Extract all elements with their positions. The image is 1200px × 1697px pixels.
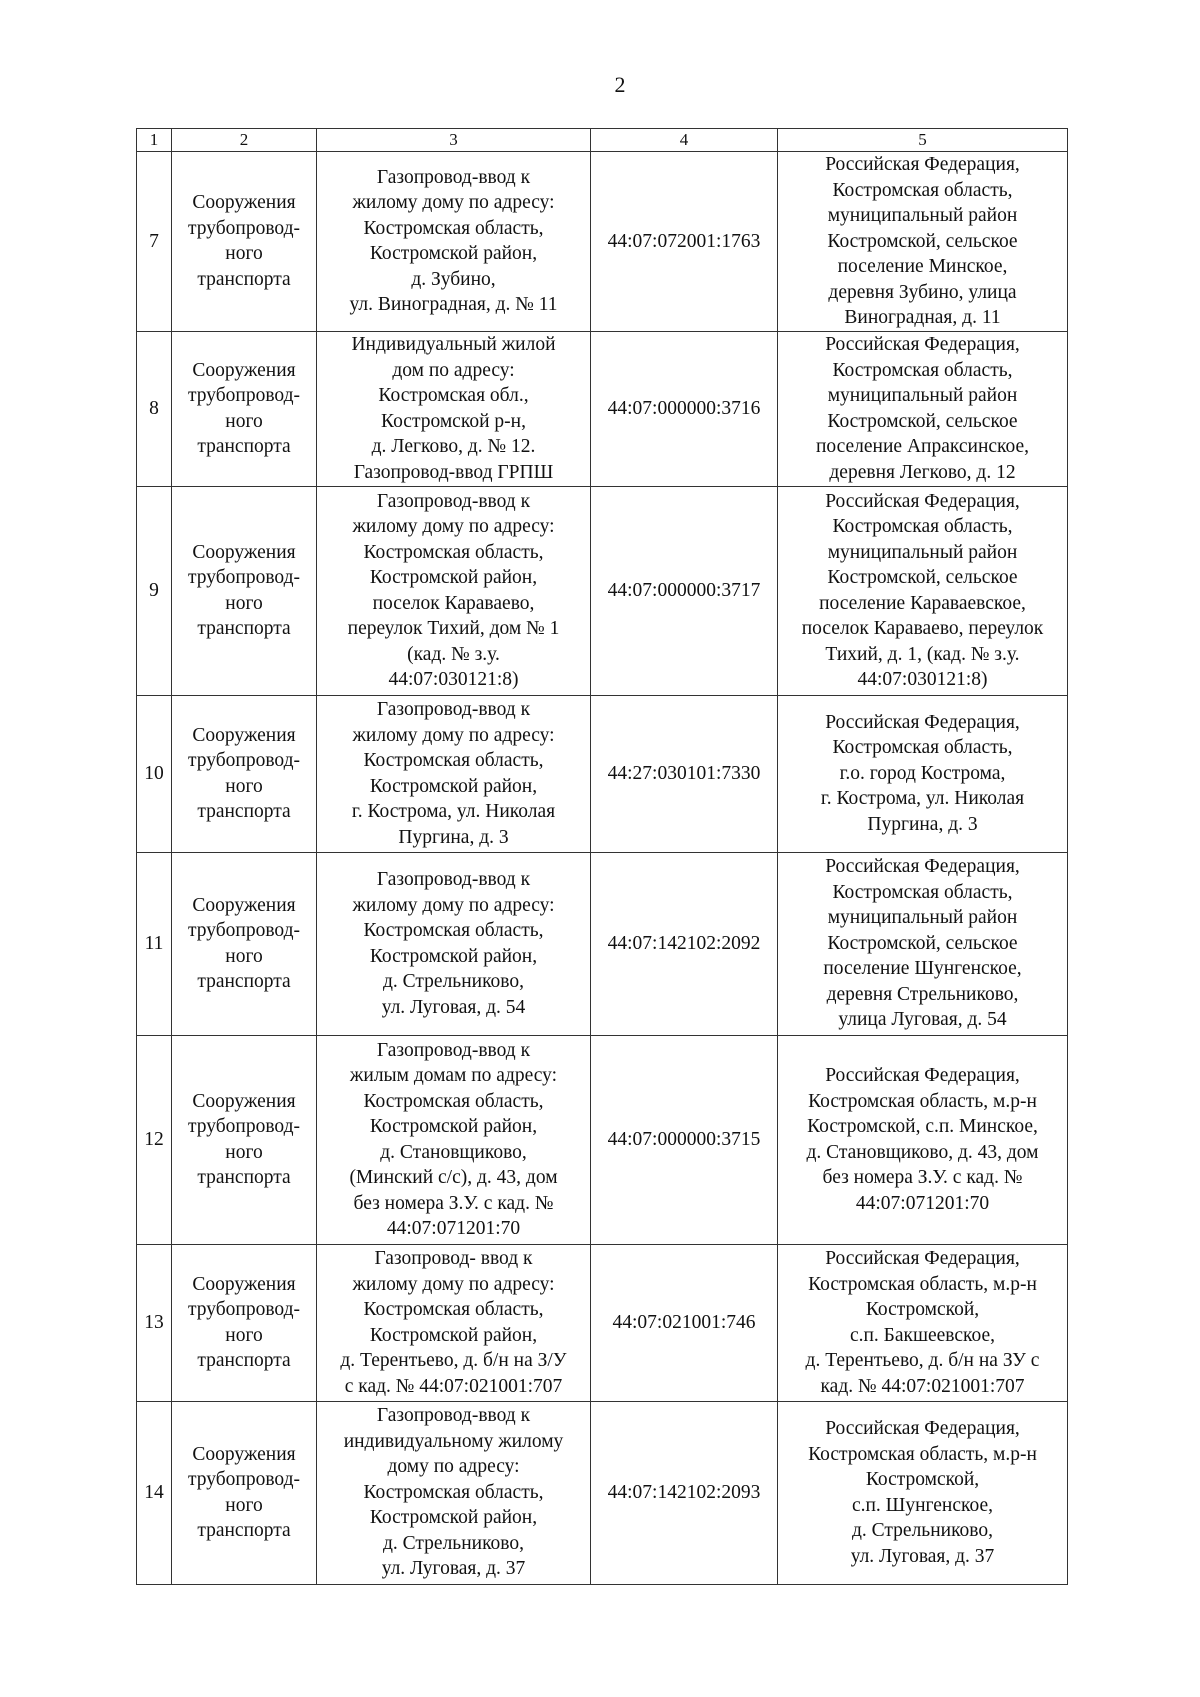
table-row [137, 852, 1068, 1035]
cadastral-number: 44:07:142102:2093 [591, 1401, 778, 1584]
object-name: Газопровод-ввод к жилым домам по адресу: Костромская область, Костромской район, д. Становщиково, (Минский с/с), д. 43, дом без номера З.У. с кад. № 44:07:071201:70 [317, 1035, 591, 1244]
table-row [137, 695, 1068, 852]
table-row [137, 1401, 1068, 1584]
cadastral-number: 44:07:142102:2092 [591, 852, 778, 1035]
cadastral-number: 44:07:072001:1763 [591, 152, 778, 332]
table-row [137, 1035, 1068, 1244]
object-type: Сооружения трубопровод- ного транспорта [172, 852, 317, 1035]
cadastral-number: 44:07:000000:3717 [591, 486, 778, 695]
row-number: 8 [137, 331, 172, 486]
table-row [137, 331, 1068, 486]
object-address: Российская Федерация, Костромская область, г.о. город Кострома, г. Кострома, ул. Николая Пургина, д. 3 [778, 695, 1068, 852]
object-type: Сооружения трубопровод- ного транспорта [172, 695, 317, 852]
object-address: Российская Федерация, Костромская область, муниципальный район Костромской, сельское поселение Минское, деревня Зубино, улица Виноградная, д. 11 [778, 152, 1068, 332]
row-number: 12 [137, 1035, 172, 1244]
object-address: Российская Федерация, Костромская область, муниципальный район Костромской, сельское поселение Шунгенское, деревня Стрельниково, улица Луговая, д. 54 [778, 852, 1068, 1035]
row-number: 10 [137, 695, 172, 852]
object-type: Сооружения трубопровод- ного транспорта [172, 331, 317, 486]
object-name: Газопровод-ввод к индивидуальному жилому дому по адресу: Костромская область, Костромской район, д. Стрельниково, ул. Луговая, д. 37 [317, 1401, 591, 1584]
row-number: 9 [137, 486, 172, 695]
cadastral-number: 44:07:021001:746 [591, 1244, 778, 1401]
object-address: Российская Федерация, Костромская область, м.р-н Костромской, с.п. Шунгенское, д. Стрельниково, ул. Луговая, д. 37 [778, 1401, 1068, 1584]
registry-table [136, 128, 1068, 1585]
row-number: 13 [137, 1244, 172, 1401]
object-address: Российская Федерация, Костромская область, м.р-н Костромской, с.п. Бакшеевское, д. Терентьево, д. б/н на ЗУ с кад. № 44:07:021001:707 [778, 1244, 1068, 1401]
table-header-row [137, 129, 1068, 152]
cadastral-number: 44:27:030101:7330 [591, 695, 778, 852]
table-row [137, 1244, 1068, 1401]
table-row [137, 486, 1068, 695]
object-name: Газопровод-ввод к жилому дому по адресу: Костромская область, Костромской район, д. Стрельниково, ул. Луговая, д. 54 [317, 852, 591, 1035]
column-header-5: 5 [778, 129, 1068, 152]
object-name: Газопровод- ввод к жилому дому по адресу: Костромская область, Костромской район, д. Терентьево, д. б/н на З/У с кад. № 44:07:021001:707 [317, 1244, 591, 1401]
row-number: 11 [137, 852, 172, 1035]
object-address: Российская Федерация, Костромская область, муниципальный район Костромской, сельское поселение Апраксинское, деревня Легково, д. 12 [778, 331, 1068, 486]
row-number: 7 [137, 152, 172, 332]
column-header-4: 4 [591, 129, 778, 152]
column-header-2: 2 [172, 129, 317, 152]
object-type: Сооружения трубопровод- ного транспорта [172, 486, 317, 695]
table-row [137, 152, 1068, 332]
column-header-1: 1 [137, 129, 172, 152]
object-name: Газопровод-ввод к жилому дому по адресу: Костромская область, Костромской район, д. Зубино, ул. Виноградная, д. № 11 [317, 152, 591, 332]
cadastral-number: 44:07:000000:3715 [591, 1035, 778, 1244]
column-header-3: 3 [317, 129, 591, 152]
object-name: Газопровод-ввод к жилому дому по адресу: Костромская область, Костромской район, поселок Караваево, переулок Тихий, дом № 1 (кад. № з.у. 44:07:030121:8) [317, 486, 591, 695]
object-name: Индивидуальный жилой дом по адресу: Костромская обл., Костромской р-н, д. Легково, д. № 12. Газопровод-ввод ГРПШ [317, 331, 591, 486]
object-address: Российская Федерация, Костромская область, м.р-н Костромской, с.п. Минское, д. Становщиково, д. 43, дом без номера З.У. с кад. № 44:07:071201:70 [778, 1035, 1068, 1244]
object-type: Сооружения трубопровод- ного транспорта [172, 1244, 317, 1401]
cadastral-number: 44:07:000000:3716 [591, 331, 778, 486]
object-address: Российская Федерация, Костромская область, муниципальный район Костромской, сельское поселение Караваевское, поселок Караваево, переулок Тихий, д. 1, (кад. № з.у. 44:07:030121:8) [778, 486, 1068, 695]
page-number: 2 [614, 72, 626, 97]
object-type: Сооружения трубопровод- ного транспорта [172, 1035, 317, 1244]
row-number: 14 [137, 1401, 172, 1584]
object-type: Сооружения трубопровод- ного транспорта [172, 1401, 317, 1584]
object-type: Сооружения трубопровод- ного транспорта [172, 152, 317, 332]
object-name: Газопровод-ввод к жилому дому по адресу: Костромская область, Костромской район, г. Кострома, ул. Николая Пургина, д. 3 [317, 695, 591, 852]
